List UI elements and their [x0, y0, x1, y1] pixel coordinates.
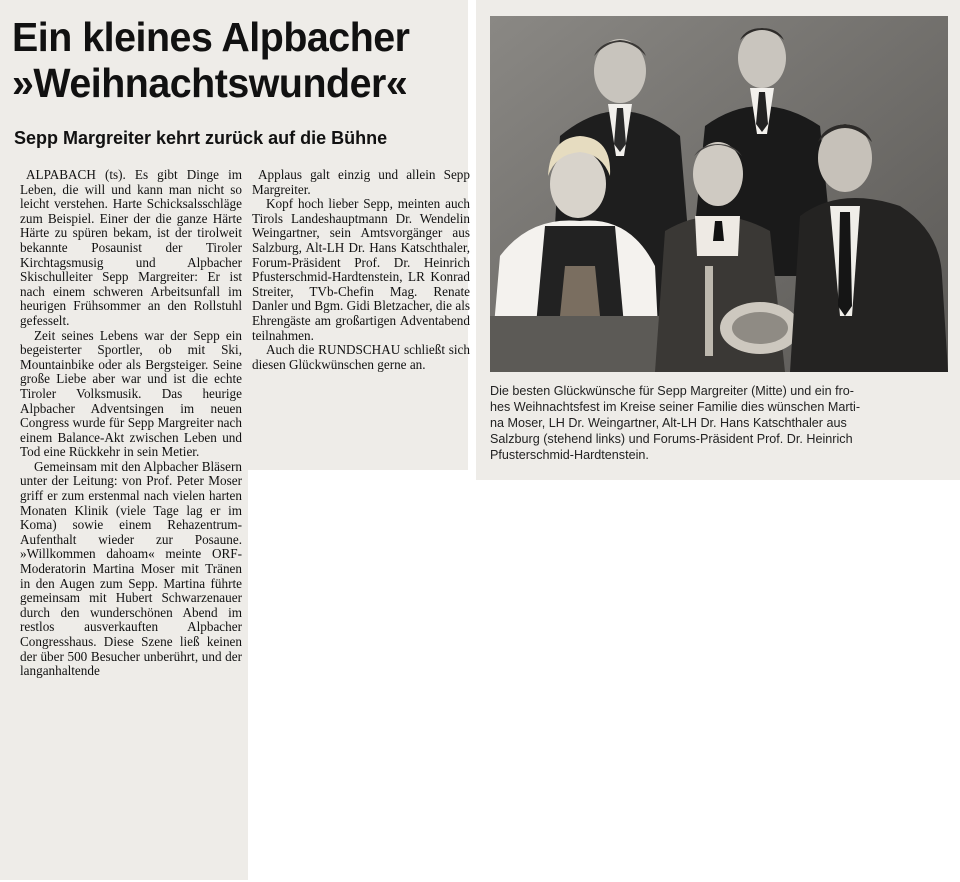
photo-caption: [490, 383, 952, 463]
paragraph: Gemeinsam mit den Alpbacher Bläsern unter der Leitung: von Prof. Peter Moser griff er zum erstenmal nach vielen harten Monaten Klinik (viele Tage lag er im Koma) sowie einem Rehazentrum-Aufenthalt wieder zur Posaune. »Willkommen dahoam« meinte ORF-Moderatorin Martina Moser mit Tränen in den Augen zum Sepp. Martina führte gemeinsam mit Hubert Schwarzenauer durch den wunderschönen Abend im restlos ausverkauften Alpbacher Congresshaus. Diese Szene ließ keinen der über 500 Besucher unberührt, und der langanhaltende: [20, 458, 242, 679]
group-photo: [490, 16, 948, 372]
article-column-1: [20, 168, 242, 679]
paragraph: Zeit seines Lebens war der Sepp ein begeisterter Sportler, ob mit Ski, Mountainbike oder als Bergsteiger. Seine große Liebe aber war und ist die echte Tiroler Volksmusik. Das heurige Alpbacher Adventsingen im neuen Congress wurde für Sepp Margreiter nach einem Balance-Akt zwischen Leben und Tod eine Rückkehr in sein Metier.: [20, 327, 242, 460]
caption-line: Salzburg (stehend links) und Forums-Präsident Prof. Dr. Heinrich: [490, 432, 853, 446]
headline-line-2: »Weihnachtswunder«: [12, 60, 408, 106]
paragraph: Kopf hoch lieber Sepp, meinten auch Tirols Landeshauptmann Dr. Wendelin Weingartner, sein Amtsvorgänger aus Salzburg, Alt-LH Dr. Hans Katschthaler, Forum-Präsident Prof. Dr. Heinrich Pfusterschmid-Hardtenstein, LR Konrad Streiter, TVb-Chefin Mag. Renate Danler und Bgm. Gidi Bletzacher, die als Ehrengäste am großartigen Adventabend teilnahmen.: [252, 196, 470, 343]
caption-line: Pfusterschmid-Hardtenstein.: [490, 448, 649, 462]
article-subheadline: Sepp Margreiter kehrt zurück auf die Bühne: [14, 128, 388, 148]
caption-line: Die besten Glückwünsche für Sepp Margreiter (Mitte) und ein fro-: [490, 384, 854, 398]
headline-line-1: Ein kleines Alpbacher: [12, 14, 410, 60]
group-photo-drawing: [490, 16, 948, 372]
paragraph: Auch die RUNDSCHAU schließt sich diesen Glückwünschen gerne an.: [252, 342, 470, 372]
caption-line: hes Weihnachtsfest im Kreise seiner Familie dies wünschen Marti-: [490, 400, 861, 414]
paragraph: Applaus galt einzig und allein Sepp Margreiter.: [252, 167, 470, 197]
caption-line: na Moser, LH Dr. Weingartner, Alt-LH Dr. Hans Katschthaler aus: [490, 416, 847, 430]
article-headline: [12, 14, 454, 106]
paragraph: ALPABACH (ts). Es gibt Dinge im Leben, die will und kann man nicht so leicht verstehen. Harte Schicksalsschläge zum Beispiel. Einer der die ganze Härte Härte zu spüren bekam, ist der tirolweit bekannte Posaunist der Tiroler Kirchtagsmusig und Alpbacher Skischulleiter Sepp Margreiter: Er ist nach einem schweren Arbeitsunfall im heurigen Frühsommer an den Rollstuhl gefesselt.: [20, 167, 242, 328]
article-column-2: [252, 168, 470, 372]
